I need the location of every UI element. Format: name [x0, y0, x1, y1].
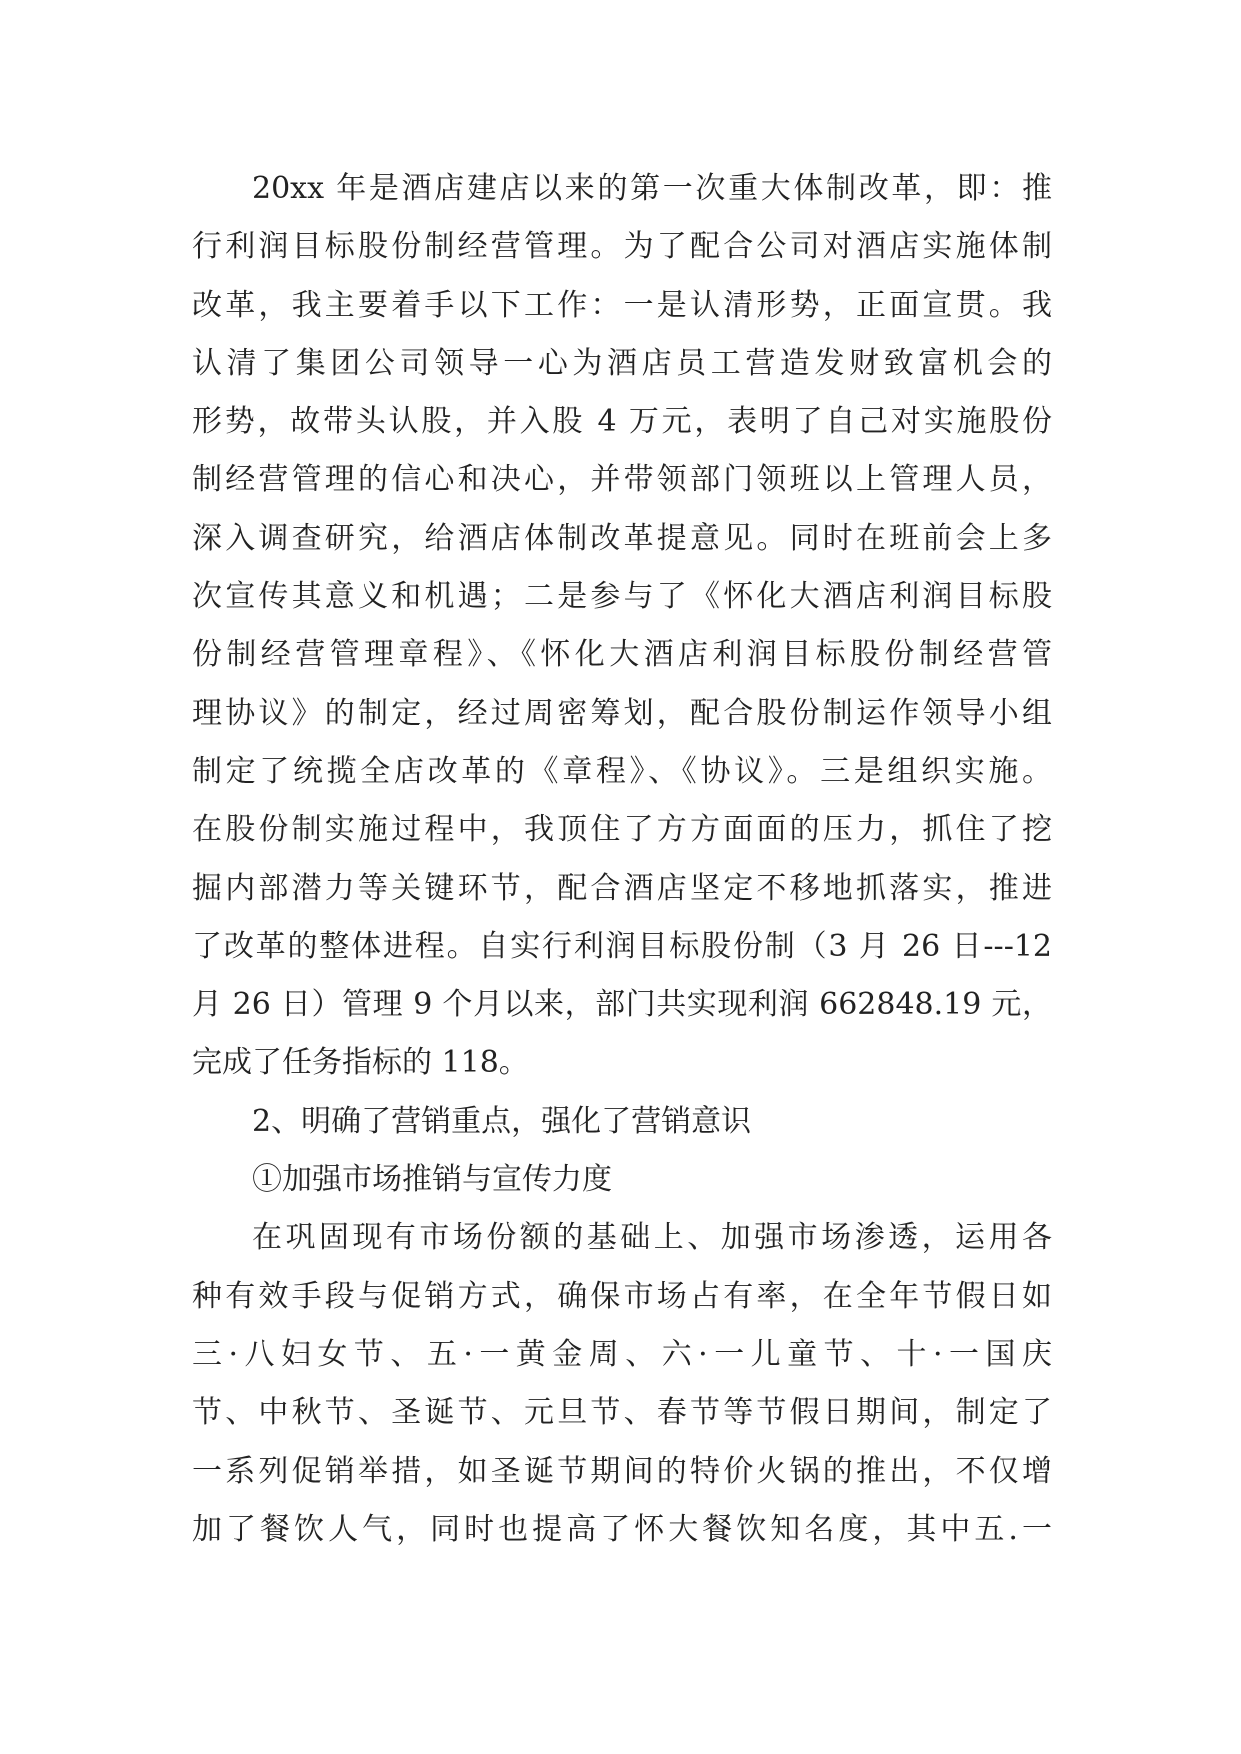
text-line: 形势，故带头认股，并入股 4 万元，表明了自己对实施股份 [192, 404, 1052, 440]
subsection-heading: ①加强市场推销与宣传力度 [252, 1162, 612, 1198]
text-line: 改革，我主要着手以下工作：一是认清形势，正面宣贯。我 [192, 287, 1052, 323]
text-line: 深入调查研究，给酒店体制改革提意见。同时在班前会上多 [192, 520, 1052, 556]
text-line: 次宣传其意义和机遇；二是参与了《怀化大酒店利润目标股 [192, 579, 1052, 615]
text-line: 认清了集团公司领导一心为酒店员工营造发财致富机会的 [192, 345, 1052, 381]
body-text [192, 160, 1052, 1559]
text-line: 份制经营管理章程》、《怀化大酒店利润目标股份制经营管 [192, 637, 1052, 673]
text-line: 制定了统揽全店改革的《章程》、《协议》。三是组织实施。 [192, 753, 1052, 789]
text-line: 三·八妇女节、五·一黄金周、六·一儿童节、十·一国庆 [192, 1336, 1052, 1372]
text-line: 月 26 日）管理 9 个月以来，部门共实现利润 662848.19 元， [192, 987, 1052, 1023]
text-line: 加了餐饮人气，同时也提高了怀大餐饮知名度，其中五.一 [192, 1511, 1052, 1547]
section-heading: 2、明确了营销重点，强化了营销意识 [252, 1103, 752, 1139]
text-line: 制经营管理的信心和决心，并带领部门领班以上管理人员， [192, 462, 1052, 498]
text-line: 一系列促销举措，如圣诞节期间的特价火锅的推出，不仅增 [192, 1453, 1052, 1489]
text-line: 在股份制实施过程中，我顶住了方方面面的压力，抓住了挖 [192, 812, 1052, 848]
text-line: 了改革的整体进程。自实行利润目标股份制（3 月 26 日---12 [192, 928, 1052, 964]
text-line: 掘内部潜力等关键环节，配合酒店坚定不移地抓落实，推进 [192, 870, 1052, 906]
text-line: 种有效手段与促销方式，确保市场占有率，在全年节假日如 [192, 1278, 1052, 1314]
text-line: 完成了任务指标的 118。 [192, 1045, 529, 1081]
text-line: 理协议》的制定，经过周密筹划，配合股份制运作领导小组 [192, 695, 1052, 731]
text-line: 行利润目标股份制经营管理。为了配合公司对酒店实施体制 [192, 229, 1052, 265]
text-line: 在巩固现有市场份额的基础上、加强市场渗透，运用各 [252, 1220, 1052, 1256]
text-line: 20xx 年是酒店建店以来的第一次重大体制改革，即：推 [252, 171, 1052, 206]
text-line: 节、中秋节、圣诞节、元旦节、春节等节假日期间，制定了 [192, 1395, 1052, 1431]
